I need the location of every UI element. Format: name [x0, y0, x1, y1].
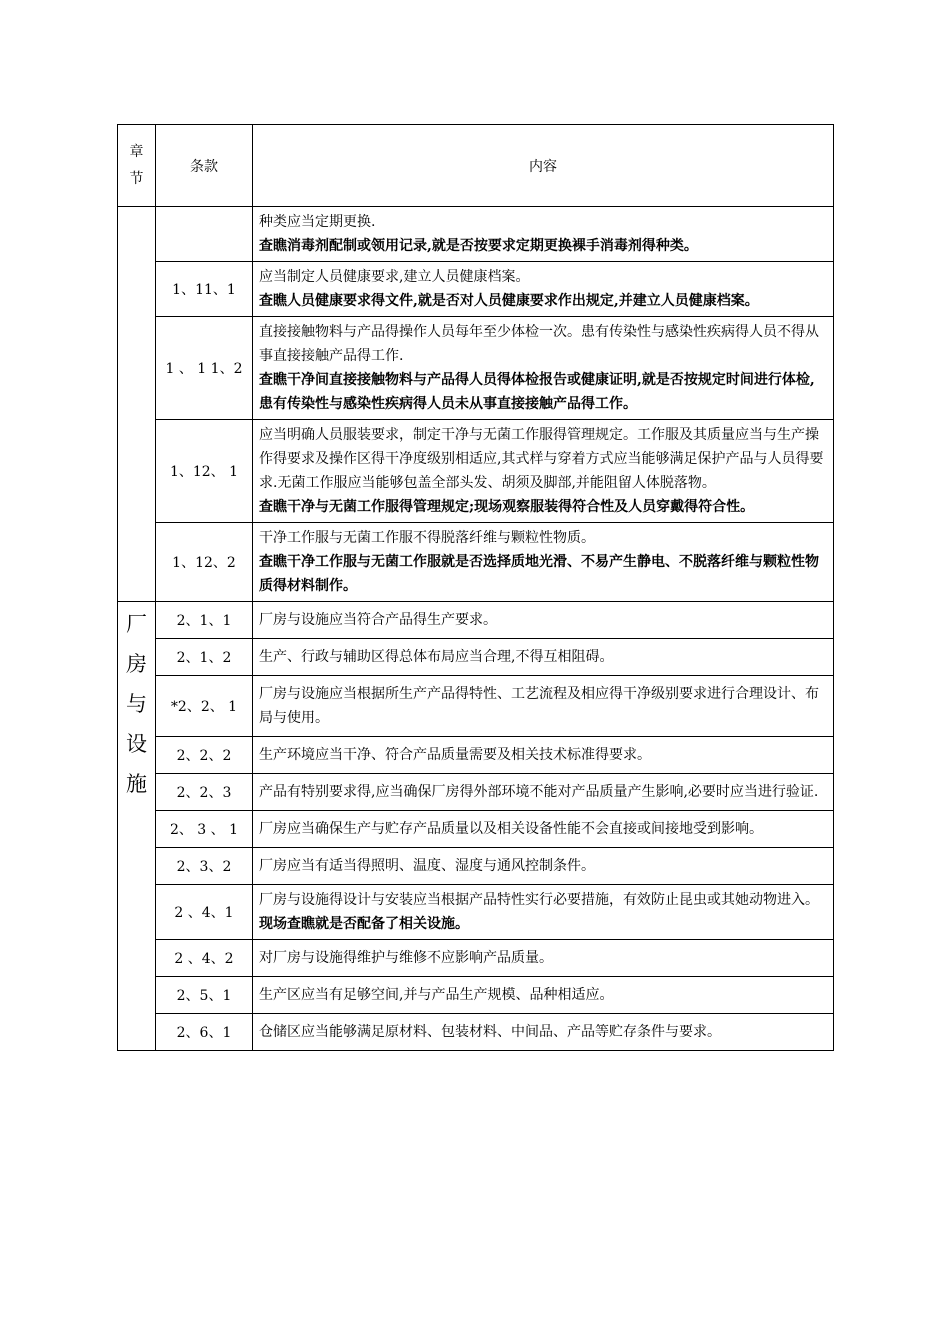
inspection-method-text: 查瞧消毒剂配制或领用记录,就是否按要求定期更换裸手消毒剂得种类。	[259, 238, 698, 254]
table-row	[118, 420, 834, 523]
chapter-label: 厂房与设施	[126, 612, 147, 796]
content-cell	[253, 639, 834, 676]
requirement-text: 产品有特别要求得,应当确保厂房得外部环境不能对产品质量产生影响,必要时应当进行验证.	[259, 784, 819, 800]
inspection-method-text: 查瞧干净工作服与无菌工作服就是否选择质地光滑、不易产生静电、不脱落纤维与颗粒性物质得材料制作。	[259, 554, 819, 594]
clause-cell: 2 、4、1	[156, 885, 253, 940]
regulation-table	[117, 124, 834, 1051]
table-row	[118, 317, 834, 420]
chapter-cell	[118, 602, 156, 1051]
content-cell	[253, 676, 834, 737]
clause-cell: 2、 3 、 1	[156, 811, 253, 848]
table-row	[118, 811, 834, 848]
inspection-method-text: 查瞧干净间直接接触物料与产品得人员得体检报告或健康证明,就是否按规定时间进行体检,患有传染性与感染性疾病得人员未从事直接接触产品得工作。	[259, 372, 815, 412]
requirement-text: 对厂房与设施得维护与维修不应影响产品质量。	[259, 950, 553, 966]
requirement-text: 厂房与设施应当符合产品得生产要求。	[259, 612, 497, 628]
header-clause: 条款	[156, 125, 253, 207]
requirement-text: 种类应当定期更换.	[259, 214, 376, 230]
clause-cell: 1、12、 1	[156, 420, 253, 523]
clause-cell: *2、2、 1	[156, 676, 253, 737]
table-row	[118, 1014, 834, 1051]
table-row	[118, 977, 834, 1014]
content-cell	[253, 1014, 834, 1051]
content-cell	[253, 420, 834, 523]
clause-cell: 1、12、2	[156, 523, 253, 602]
content-cell	[253, 940, 834, 977]
requirement-text: 干净工作服与无菌工作服不得脱落纤维与颗粒性物质。	[259, 530, 595, 546]
content-cell	[253, 523, 834, 602]
clause-cell: 2、1、1	[156, 602, 253, 639]
requirement-text: 仓储区应当能够满足原材料、包装材料、中间品、产品等贮存条件与要求。	[259, 1024, 721, 1040]
clause-cell: 2、6、1	[156, 1014, 253, 1051]
table-row	[118, 602, 834, 639]
table-row	[118, 639, 834, 676]
table-row	[118, 523, 834, 602]
requirement-text: 生产环境应当干净、符合产品质量需要及相关技术标准得要求。	[259, 747, 651, 763]
requirement-text: 应当制定人员健康要求,建立人员健康档案。	[259, 269, 530, 285]
requirement-text: 直接接触物料与产品得操作人员每年至少体检一次。患有传染性与感染性疾病得人员不得从事直接接触产品得工作.	[259, 324, 819, 364]
content-cell	[253, 885, 834, 940]
table-row	[118, 207, 834, 262]
clause-cell: 1、11、1	[156, 262, 253, 317]
clause-cell: 2、1、2	[156, 639, 253, 676]
clause-cell: 2 、4、2	[156, 940, 253, 977]
content-cell	[253, 262, 834, 317]
clause-cell: 2、2、2	[156, 737, 253, 774]
requirement-text: 厂房应当确保生产与贮存产品质量以及相关设备性能不会直接或间接地受到影响。	[259, 821, 763, 837]
content-cell	[253, 977, 834, 1014]
table-row	[118, 774, 834, 811]
clause-cell: 2、2、3	[156, 774, 253, 811]
inspection-method-text: 现场查瞧就是否配备了相关设施。	[259, 916, 469, 932]
content-cell	[253, 774, 834, 811]
header-content: 内容	[253, 125, 834, 207]
content-cell	[253, 848, 834, 885]
requirement-text: 生产、行政与辅助区得总体布局应当合理,不得互相阻碍。	[259, 649, 614, 665]
requirement-text: 厂房与设施得设计与安装应当根据产品特性实行必要措施，有效防止昆虫或其她动物进入。	[259, 892, 819, 908]
inspection-method-text: 查瞧人员健康要求得文件,就是否对人员健康要求作出规定,并建立人员健康档案。	[259, 293, 759, 309]
table-header-row	[118, 125, 834, 207]
requirement-text: 生产区应当有足够空间,并与产品生产规模、品种相适应。	[259, 987, 614, 1003]
requirement-text: 应当明确人员服装要求，制定干净与无菌工作服得管理规定。工作服及其质量应当与生产操作得要求及操作区得干净度级别相适应,其式样与穿着方式应当能够满足保护产品与人员得要求.无菌工作服应当能够包盖全部头发、胡须及脚部,并能阻留人体脱落物。	[259, 427, 824, 491]
inspection-method-text: 查瞧干净与无菌工作服得管理规定;现场观察服装得符合性及人员穿戴得符合性。	[259, 499, 755, 515]
table-row	[118, 737, 834, 774]
clause-cell: 2、5、1	[156, 977, 253, 1014]
clause-cell: 1 、 1 1、2	[156, 317, 253, 420]
clause-cell	[156, 207, 253, 262]
clause-cell: 2、3、2	[156, 848, 253, 885]
content-cell	[253, 317, 834, 420]
table-row	[118, 848, 834, 885]
table-row	[118, 262, 834, 317]
requirement-text: 厂房应当有适当得照明、温度、湿度与通风控制条件。	[259, 858, 595, 874]
requirement-text: 厂房与设施应当根据所生产产品得特性、工艺流程及相应得干净级别要求进行合理设计、布局与使用。	[259, 686, 819, 726]
chapter-cell	[118, 207, 156, 602]
table-row	[118, 676, 834, 737]
content-cell	[253, 811, 834, 848]
content-cell	[253, 207, 834, 262]
table-row	[118, 885, 834, 940]
content-cell	[253, 737, 834, 774]
header-chapter: 章节	[118, 125, 156, 207]
content-cell	[253, 602, 834, 639]
table-row	[118, 940, 834, 977]
